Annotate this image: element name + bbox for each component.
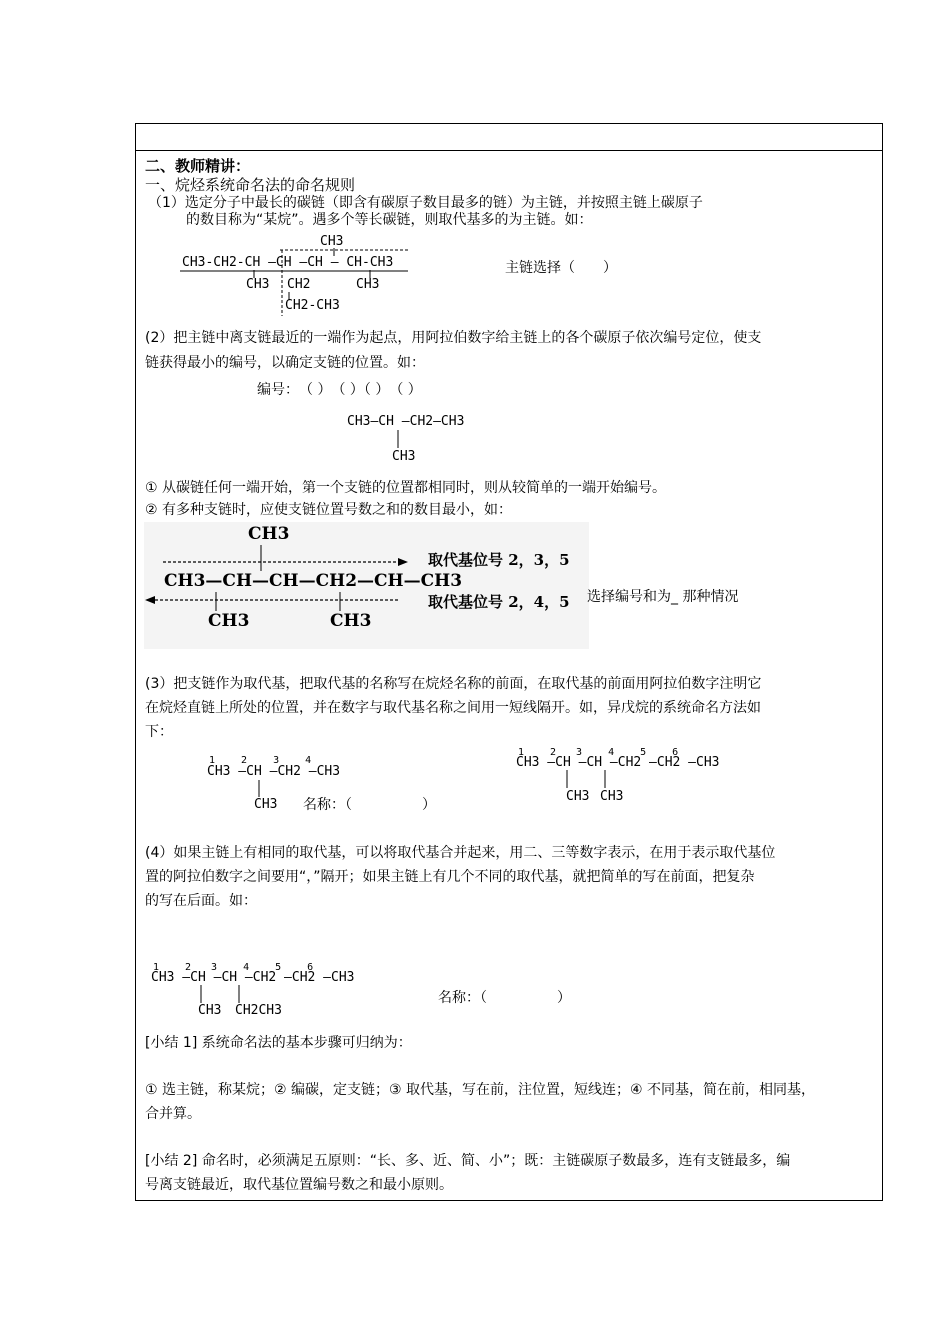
mol4-chain: CH3 —CH —CH2 —CH3 xyxy=(207,764,341,779)
mol1-right-ch3: CH3 xyxy=(356,277,380,292)
mol3-label-1: 取代基位号 2，3，5 xyxy=(428,551,570,569)
rule1-line2: 的数目称为“某烷”。遇多个等长碳链，则取代基多的为主链。如： xyxy=(186,212,593,228)
mol3-top-ch3: CH3 xyxy=(248,524,290,544)
choose-prompt: 选择编号和为_ 那种情况 xyxy=(587,589,739,605)
mol5-chain: CH3 —CH —CH —CH2 —CH2 —CH3 xyxy=(516,755,720,770)
mol5-branch-1: CH3 xyxy=(566,789,590,804)
mol5-branch-2: CH3 xyxy=(600,789,624,804)
mol4-numbers: 1 2 3 4 xyxy=(209,755,312,766)
rule1-line1: （1）选定分子中最长的碳链（即含有碳原子数目最多的链）为主链，并按照主链上碳原子 xyxy=(148,195,703,211)
numbering-prompt: 编号： （ ） （ ）（ ） （ ） xyxy=(257,382,422,398)
rule2-line2: 链获得最小的编号，以确定支链的位置。如： xyxy=(145,355,425,371)
note-1: ① 从碳链任何一端开始，第一个支链的位置都相同时，则从较简单的一端开始编号。 xyxy=(145,480,666,496)
summary-1-body-1: ① 选主链，称某烷；② 编碳，定支链；③ 取代基，写在前，注位置，短线连；④ 不同基，简在前，相同基， xyxy=(145,1082,816,1098)
mol1-top-ch3: CH3 xyxy=(320,234,344,249)
mol3-ch3-a: CH3 xyxy=(208,611,250,631)
summary-2-line2: 号离支链最近，取代基位置编号数之和最小原则。 xyxy=(145,1177,453,1193)
mol3-ch3-b: CH3 xyxy=(330,611,372,631)
rule-heading: 一、烷烃系统命名法的命名规则 xyxy=(145,176,356,194)
mol2-branch: CH3 xyxy=(392,449,416,464)
summary-2-line1: [小结 2] 命名时，必须满足五原则：“长、多、近、简、小”；既：主链碳原子数最多，连有支链最多，编 xyxy=(145,1153,791,1169)
mol6-branch-2: CH2CH3 xyxy=(235,1003,282,1018)
mol6-chain: CH3 —CH —CH —CH2 —CH2 —CH3 xyxy=(151,970,355,985)
name-prompt-a: 名称：（ ） xyxy=(303,797,436,813)
mol1-ch2: CH2 xyxy=(287,277,311,292)
rule4-line1: (4）如果主链上有相同的取代基，可以将取代基合并起来，用二、三等数字表示，在用于表示取代基位 xyxy=(145,845,776,861)
rule3-line3: 下： xyxy=(145,724,173,740)
main-chain-prompt: 主链选择（ ） xyxy=(505,260,617,276)
section-title: 二、教师精讲： xyxy=(145,157,251,175)
summary-1-body-2: 合并算。 xyxy=(145,1106,201,1122)
rule3-line1: (3）把支链作为取代基，把取代基的名称写在烷烃名称的前面，在取代基的前面用阿拉伯数字注明它 xyxy=(145,676,762,692)
mol3-label-2: 取代基位号 2，4，5 xyxy=(428,593,570,611)
note-2: ② 有多种支链时，应使支链位置号数之和的数目最小，如： xyxy=(145,502,512,518)
mol2-chain: CH3—CH —CH2—CH3 xyxy=(347,414,465,429)
mol3-chain: CH3—CH—CH—CH2—CH—CH3 xyxy=(164,571,463,591)
rule4-line2: 置的阿拉伯数字之间要用“，”隔开；如果主链上有几个不同的取代基，就把简单的写在前面，把复杂 xyxy=(145,869,755,885)
rule4-line3: 的写在后面。如： xyxy=(145,893,257,909)
summary-1-title: [小结 1] 系统命名法的基本步骤可归纳为： xyxy=(145,1035,412,1051)
mol1-ethyl: CH2-CH3 xyxy=(285,298,340,313)
mol4-branch: CH3 xyxy=(254,797,278,812)
rule3-line2: 在烷烃直链上所处的位置，并在数字与取代基名称之间用一短线隔开。如，异戊烷的系统命名方法如 xyxy=(145,700,761,716)
mol5-numbers: 1 2 3 4 5 6 xyxy=(518,747,679,758)
mol6-numbers: 1 2 3 4 5 6 xyxy=(153,962,314,973)
mol6-branch-1: CH3 xyxy=(198,1003,222,1018)
mol1-main-chain: CH3-CH2-CH —CH —CH — CH-CH3 xyxy=(182,255,394,270)
name-prompt-b: 名称：（ ） xyxy=(438,990,571,1006)
rule2-line1: (2）把主链中离支链最近的一端作为起点，用阿拉伯数字给主链上的各个碳原子依次编号定位，使支 xyxy=(145,330,762,346)
mol1-left-ch3: CH3 xyxy=(246,277,270,292)
